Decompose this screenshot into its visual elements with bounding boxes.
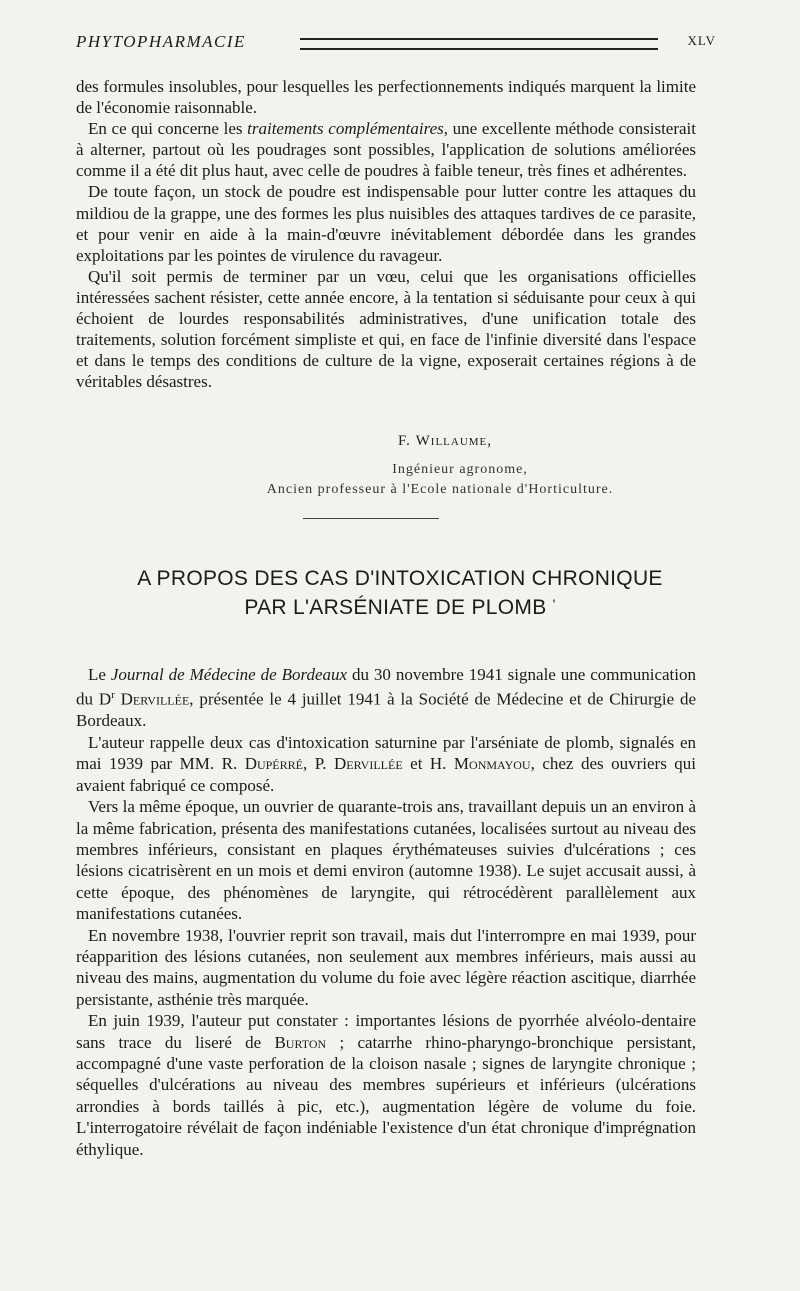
author-name: Dupérré bbox=[244, 754, 303, 774]
text-run: et H. bbox=[402, 754, 454, 774]
text-run: du 30 novembre 1941 signale une communication du D bbox=[76, 665, 696, 710]
paragraph: Vers la même époque, un ouvrier de quarante-trois ans, travaillant depuis un an environ à la même fabrication, présenta des manifestations cutanées, localisées surtout au niveau des membres inférieurs, consistant en plaques érythémateuses suivies d'ulcérations ; ces lésions cicatrisèrent en un mois et demi environ (automne 1938). Le sujet accusait aussi, à cette époque, des phénomènes de laryngite, qui rétrocédèrent parallèlement aux manifestations cutanées. bbox=[76, 797, 696, 924]
author-name: Monmayou bbox=[453, 754, 531, 774]
text-run: ; catarrhe rhino-pharyngo-bronchique persistant, accompagné d'une vaste perforation de la cloison nasale ; signes de laryngite chronique ; séquelles d'ulcérations au niveau des membres supérieurs et inférieurs (ulcérations arrondies à bords taillés à pic, etc.), augmentation légère de volume du foie. L'interrogatoire révélait de façon indéniable l'existence d'un état chronique d'imprégnation éthylique. bbox=[76, 1032, 696, 1159]
header-double-rule bbox=[300, 38, 658, 50]
paragraph-emphasis: En ce qui concerne les traitements complémentaires, une excellente méthode consisterait à alterner, partout où les poudrages sont possibles, l'application de solutions améliorées comme il a été dit plus haut, avec celle de poudres à faible teneur, très fines et adhérentes. bbox=[76, 119, 696, 181]
signature-name bbox=[0, 433, 800, 450]
author-name: Dervillée bbox=[334, 754, 403, 774]
text-run: , P. bbox=[302, 754, 335, 774]
paragraph: des formules insolubles, pour lesquelles les perfectionnements indiqués marquent la limite de l'économie raisonnable. bbox=[76, 77, 696, 118]
continuation-text bbox=[76, 76, 696, 392]
paragraph: En novembre 1938, l'ouvrier reprit son travail, mais dut l'interrompre en mai 1939, pour réapparition des lésions cutanées, non seulement aux membres inférieurs, mais aussi au niveau des mains, augmentation du volume du foie avec légère réaction ascitique, diarrhée persistante, asthénie très marquée. bbox=[76, 925, 696, 1009]
article-title-line2 bbox=[0, 596, 800, 620]
article-body bbox=[76, 664, 696, 1160]
person-name: Burton bbox=[274, 1032, 327, 1052]
emphasis-text: traitements complémentaires bbox=[247, 119, 444, 139]
paragraph bbox=[76, 1010, 696, 1160]
running-header bbox=[76, 32, 716, 56]
signature-affiliation: Ancien professeur à l'Ecole nationale d'Horticulture. bbox=[266, 482, 614, 497]
text-run: Le bbox=[88, 665, 111, 684]
text-run: , chez des ouvriers qui avaient fabriqué ce composé. bbox=[76, 754, 697, 795]
signature-initial: F. bbox=[397, 433, 411, 449]
signature-surname: Willaume, bbox=[415, 433, 493, 449]
author-name: Dervillée bbox=[120, 690, 190, 710]
signature-title: Ingénieur agronome, bbox=[392, 462, 528, 477]
text-run: En juin 1939, l'auteur put constater : importantes lésions de pyorrhée alvéolo-dentaire sans trace du liseré de bbox=[76, 1011, 696, 1052]
journal-name: Journal de Médecine de Bordeaux bbox=[110, 665, 348, 684]
dr-superscript: r bbox=[111, 689, 115, 702]
paragraph: Qu'il soit permis de terminer par un vœu, celui que les organisations officielles intéressées sachent résister, cette année encore, à la tentation si séduisante pour ceux à qui échoient de lourdes responsabilités administratives, d'une unification totale des traitements, solution forcément simpliste et qui, en face de l'infinie diversité dans l'espace et dans le temps des conditions de culture de la vigne, exposerait certaines régions à de véritables désastres. bbox=[76, 266, 696, 392]
paragraph: De toute façon, un stock de poudre est indispensable pour lutter contre les attaques du mildiou de la grappe, une des formes les plus nuisibles des attaques tardives de ce parasite, et pour venir en aide à la main-d'œuvre inévitablement débordée dans les grandes exploitations par les pointes de virulence du ravageur. bbox=[76, 182, 696, 265]
paragraph bbox=[76, 732, 696, 796]
paragraph bbox=[76, 664, 696, 732]
running-title: PHYTOPHARMACIE bbox=[76, 32, 246, 51]
text-run: , présentée le 4 juillet 1941 à la Société de Médecine et de Chirurgie de Bordeaux. bbox=[76, 690, 697, 731]
article-title-text: PAR L'ARSÉNIATE DE PLOMB bbox=[244, 596, 547, 619]
page-number: XLV bbox=[687, 33, 716, 48]
text-run: L'auteur rappelle deux cas d'intoxication saturnine par l'arséniate de plomb, signalés en mai 1939 par MM. R. bbox=[76, 732, 696, 774]
title-footnote-mark: ' bbox=[552, 596, 556, 612]
article-title-line1: A PROPOS DES CAS D'INTOXICATION CHRONIQUE bbox=[137, 567, 663, 590]
section-divider bbox=[303, 518, 439, 519]
